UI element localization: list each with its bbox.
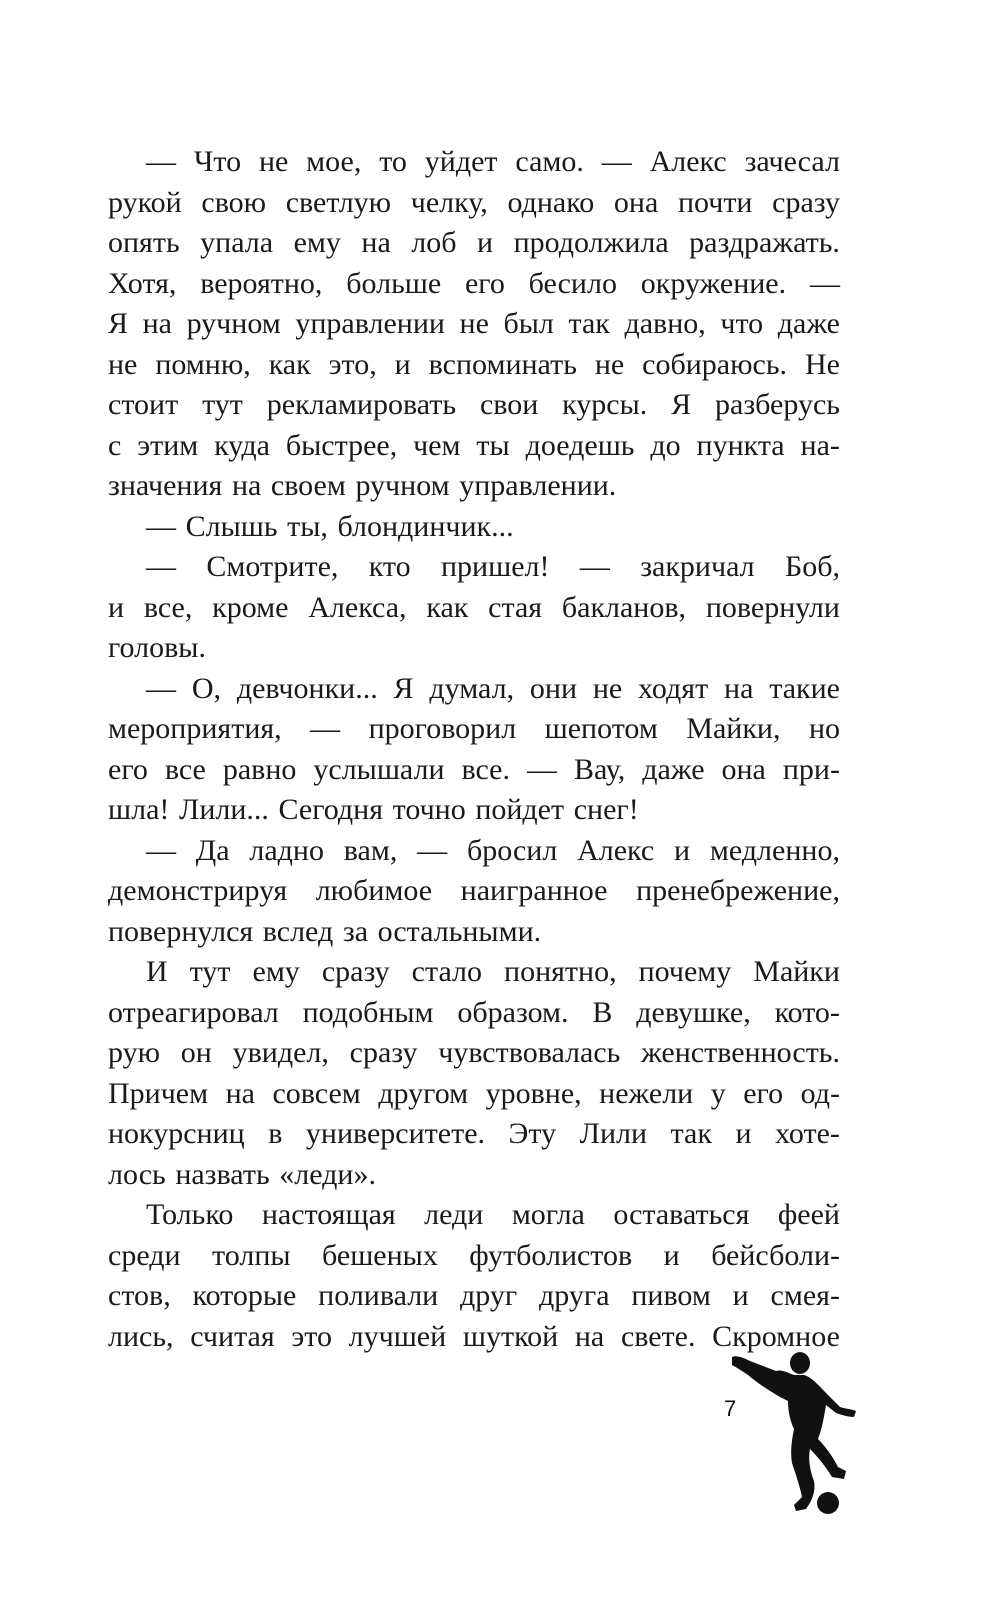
text-line: не помню, как это, и вспоминать не собираюсь. Не bbox=[108, 347, 840, 381]
text-line: Только настоящая леди могла оставаться феей bbox=[146, 1198, 840, 1231]
text-line: с этим куда быстрее, чем ты доедешь до пункта на- bbox=[108, 428, 840, 462]
text-line: стов, которые поливали друг друга пивом и смея- bbox=[108, 1279, 840, 1312]
text-line: демонстрируя любимое наигранное пренебрежение, bbox=[108, 874, 840, 907]
text-line: головы. bbox=[108, 631, 206, 664]
body-text bbox=[108, 142, 840, 1357]
text-line: мероприятия, — проговорил шепотом Майки, но bbox=[108, 712, 840, 745]
text-line: рую он увидел, сразу чувствовалась женственность. bbox=[108, 1036, 840, 1069]
text-line: стоит тут рекламировать свои курсы. Я разберусь bbox=[108, 388, 840, 421]
soccer-ball bbox=[817, 1492, 839, 1514]
text-line: опять упала ему на лоб и продолжила раздражать. bbox=[108, 226, 840, 259]
text-line: — Да ладно вам, — бросил Алекс и медленно, bbox=[146, 833, 840, 867]
text-line: отреагировал подобным образом. В девушке, кото- bbox=[108, 995, 840, 1029]
text-line: Хотя, вероятно, больше его бесило окружение. — bbox=[108, 266, 840, 300]
text-line: его все равно услышали все. — Вау, даже она при- bbox=[108, 752, 840, 786]
text-line: — Смотрите, кто пришел! — закричал Боб, bbox=[146, 550, 840, 583]
text-line: лись, считая это лучшей шуткой на свете. Скромное bbox=[108, 1319, 840, 1353]
text-line: И тут ему сразу стало понятно, почему Майки bbox=[146, 955, 840, 988]
player-head bbox=[790, 1352, 810, 1374]
text-line: шла! Лили... Сегодня точно пойдет снег! bbox=[108, 793, 639, 826]
text-line: среди толпы бешеных футболистов и бейсболи- bbox=[108, 1238, 840, 1272]
text-line: Я на ручном управлении не был так давно, что даже bbox=[108, 307, 840, 340]
text-line: и все, кроме Алекса, как стая бакланов, повернули bbox=[108, 590, 840, 624]
text-line: рукой свою светлую челку, однако она почти сразу bbox=[108, 185, 840, 219]
text-line: нокурсниц в университете. Эту Лили так и хоте- bbox=[108, 1117, 840, 1150]
text-line: лось назвать «леди». bbox=[108, 1157, 376, 1191]
text-line: Причем на совсем другом уровне, нежели у его од- bbox=[108, 1076, 840, 1110]
soccer-player-silhouette-icon bbox=[728, 1345, 858, 1515]
text-line: — Что не мое, то уйдет само. — Алекс зачесал bbox=[146, 145, 840, 178]
text-line: — Слышь ты, блондинчик... bbox=[146, 509, 514, 543]
page-number: 7 bbox=[724, 1396, 737, 1421]
player-body bbox=[732, 1356, 856, 1511]
text-line: повернулся вслед за остальными. bbox=[108, 914, 542, 948]
text-line: значения на своем ручном управлении. bbox=[108, 469, 617, 502]
text-line: — О, девчонки... Я думал, они не ходят на такие bbox=[146, 671, 840, 705]
